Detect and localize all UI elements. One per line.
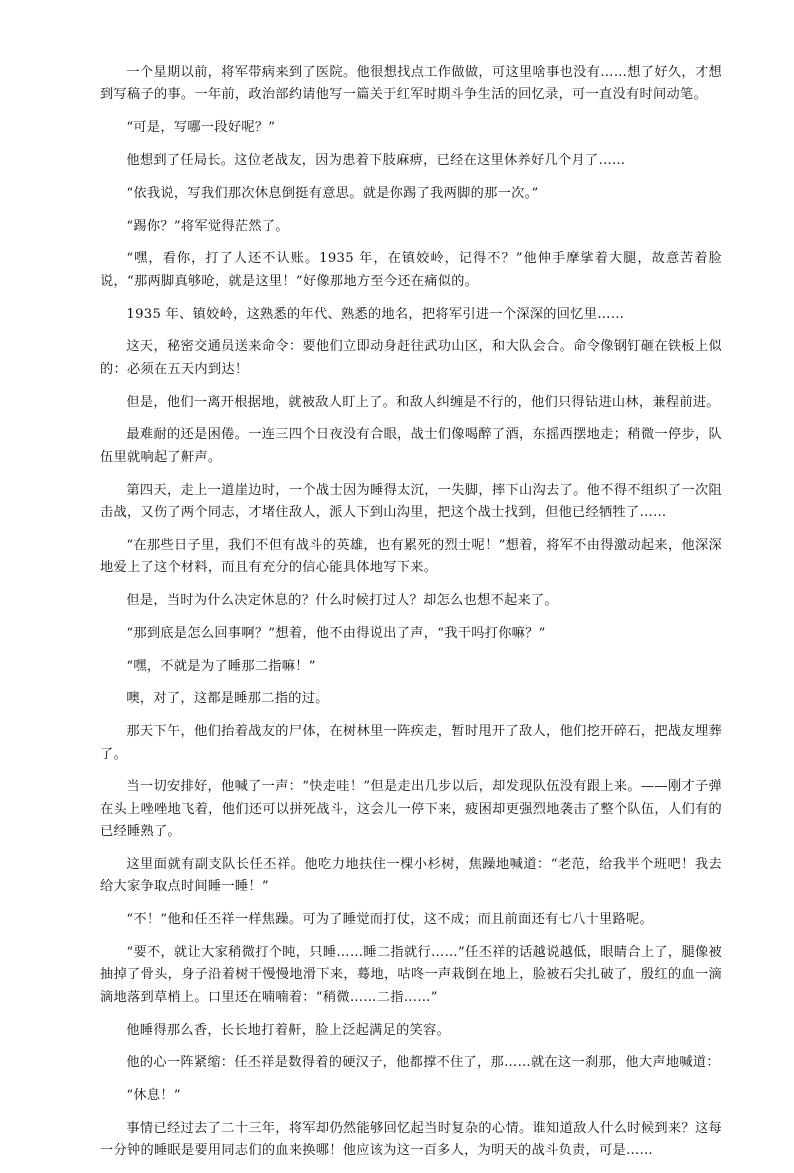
paragraph: 事情已经过去了二十三年，将军却仍然能够回忆起当时复杂的心情。谁知道敌人什么时候到来？这每一分钟的睡眠是要用同志们的血来换哪！他应该为这一百多人，为明天的战斗负责，可是…… bbox=[100, 1121, 722, 1159]
paragraph: “依我说，写我们那次休息倒挺有意思。就是你踢了我两脚的那一次。” bbox=[126, 185, 539, 201]
paragraph: 噢，对了，这都是睡那二指的过。 bbox=[126, 691, 329, 707]
paragraph: “要不，就让大家稍微打个盹，只睡……睡二指就行……”任丕祥的话越说越低，眼睛合上了，腿像被抽掉了骨头，身子沿着树干慢慢地滑下来，蓦地，咕咚一声栽倒在地上，脸被石尖扎破了，殷红的血一滴滴地落到草梢上。口里还在喃喃着：“稍微……二指……” bbox=[100, 945, 722, 1005]
paragraph: “嘿，不就是为了睡那二指嘛！” bbox=[126, 658, 316, 674]
story-text bbox=[100, 62, 722, 1173]
paragraph: 1935 年、镇姣岭，这熟悉的年代、熟悉的地名，把将军引进一个深深的回忆里…… bbox=[126, 306, 625, 322]
paragraph: 这天，秘密交通员送来命令：要他们立即动身赶往武功山区，和大队会合。命令像钢钉砸在铁板上似的：必须在五天内到达！ bbox=[100, 339, 722, 377]
paragraph: 这里面就有副支队长任丕祥。他吃力地扶住一棵小杉树，焦躁地喊道：“老范，给我半个班吧！我去给大家争取点时间睡一睡！” bbox=[100, 857, 722, 895]
paragraph: 当一切安排好，他喊了一声：“快走哇！”但是走出几步以后，却发现队伍没有跟上来。——刚才子弹在头上唑唑地飞着，他们还可以拼死战斗，这会儿一停下来，疲困却更强烈地袭击了整个队伍，人们有的已经睡熟了。 bbox=[100, 779, 722, 840]
paragraph: 第四天，走上一道崖边时，一个战士因为睡得太沉，一失脚，摔下山沟去了。他不得不组织了一次阻击战，又伤了两个同志，才堵住敌人，派人下到山沟里，把这个战士找到，但他已经牺牲了…… bbox=[100, 482, 722, 520]
paragraph: 但是，他们一离开根据地，就被敌人盯上了。和敌人纠缠是不行的，他们只得钻进山林，兼程前进。 bbox=[126, 394, 720, 410]
paragraph: 他的心一阵紧缩：任丕祥是数得着的硬汉子，他都撑不住了，那……就在这一刹那，他大声地喊道： bbox=[126, 1055, 720, 1071]
paragraph: 但是，当时为什么决定休息的？什么时候打过人？却怎么也想不起来了。 bbox=[126, 593, 558, 608]
paragraph: 他睡得那么香，长长地打着鼾，脸上泛起满足的笑容。 bbox=[126, 1022, 451, 1038]
paragraph: 最难耐的还是困倦。一连三四个日夜没有合眼，战士们像喝醉了酒，东摇西摆地走；稍微一停步，队伍里就响起了鼾声。 bbox=[100, 427, 722, 465]
paragraph: “可是，写哪一段好呢？” bbox=[126, 120, 276, 136]
paragraph: “那到底是怎么回事啊？”想着，他不由得说出了声，“我干吗打你嘛？” bbox=[126, 625, 546, 641]
paragraph: “休息！” bbox=[126, 1088, 181, 1104]
paragraph: “踢你？”将军觉得茫然了。 bbox=[126, 218, 289, 234]
paragraph: “在那些日子里，我们不但有战斗的英雄，也有累死的烈士呢！”想着，将军不由得激动起来，他深深地爱上了这个材料，而且有充分的信心能具体地写下来。 bbox=[100, 537, 722, 576]
paragraph: 一个星期以前，将军带病来到了医院。他很想找点工作做做，可这里啥事也没有……想了好久，才想到写稿子的事。一年前，政治部约请他写一篇关于红军时期斗争生活的回忆录，可一直没有时间动笔。 bbox=[100, 65, 722, 103]
paragraph: “嘿，看你，打了人还不认账。1935 年，在镇姣岭，记得不？”他伸手摩挲着大腿，故意苦着脸说，“那两脚真够呛，就是这里！”好像那地方至今还在痛似的。 bbox=[100, 251, 722, 289]
paragraph: “不！”他和任丕祥一样焦躁。可为了睡觉而打仗，这不成；而且前面还有七八十里路呢。 bbox=[126, 912, 653, 928]
paragraph: 他想到了任局长。这位老战友，因为患着下肢麻痹，已经在这里休养好几个月了…… bbox=[126, 153, 626, 168]
paragraph: 那天下午，他们抬着战友的尸体，在树林里一阵疾走，暂时甩开了敌人，他们挖开碎石，把战友埋葬了。 bbox=[100, 724, 722, 762]
